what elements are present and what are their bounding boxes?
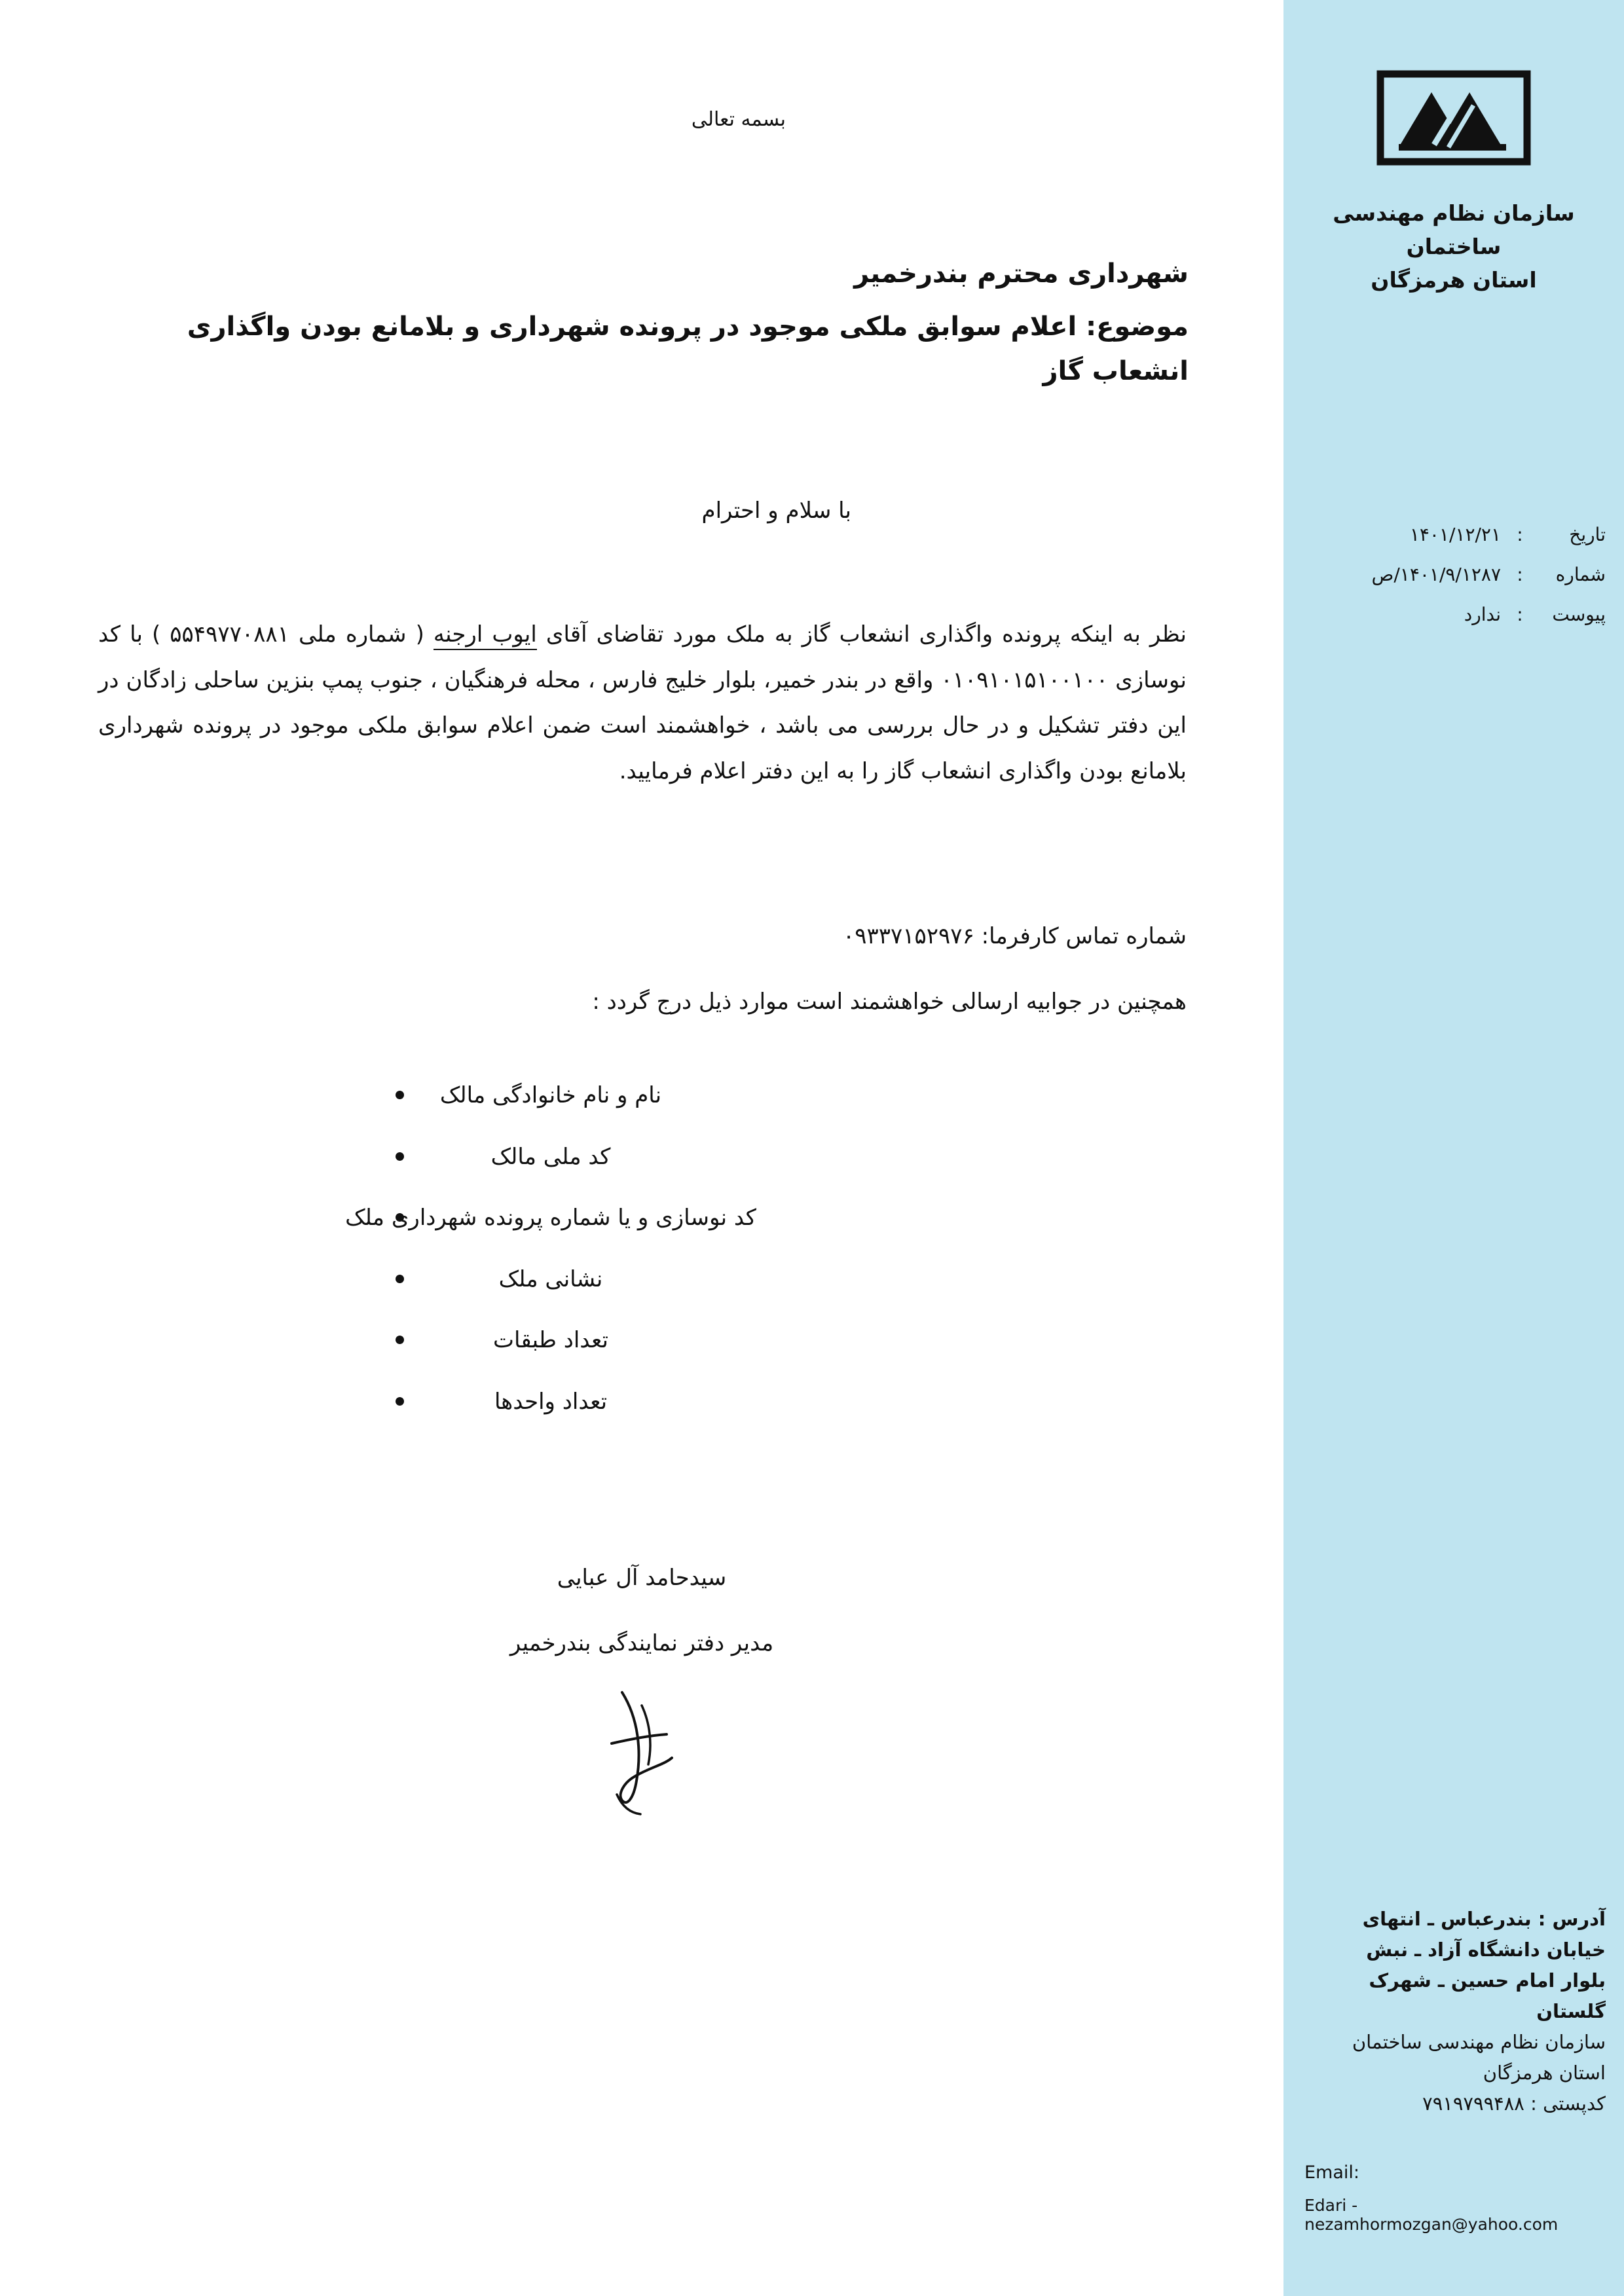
list-item-label: نام و نام خانوادگی مالک <box>439 1082 662 1108</box>
meta-colon: : <box>1517 564 1523 586</box>
postal-code-line: کدپستی : ۷۹۱۹۷۹۹۴۸۸ <box>1422 2092 1606 2115</box>
meta-value: ۱۴۰۱/۹/۱۲۸۷/ص <box>1371 564 1501 586</box>
list-item <box>98 1203 1187 1234</box>
organization-logo <box>1283 62 1624 176</box>
meta-row-date <box>1304 517 1606 552</box>
requested-items-list <box>98 1080 1187 1448</box>
meta-row-attachment <box>1304 597 1606 632</box>
meta-label: شماره <box>1555 564 1606 586</box>
list-item-label: تعداد طبقات <box>493 1327 608 1354</box>
list-item <box>98 1325 1187 1357</box>
bullet-dot-icon <box>396 1091 404 1099</box>
organization-name <box>1290 196 1617 297</box>
bullet-dot-icon <box>396 1152 404 1161</box>
meta-colon: : <box>1517 524 1523 545</box>
meta-row-number <box>1304 557 1606 592</box>
list-item-label: تعداد واحدها <box>494 1388 608 1415</box>
signatory-title: مدیر دفتر نمایندگی بندرخمیر <box>509 1630 774 1656</box>
meta-colon: : <box>1517 604 1523 626</box>
list-item-label: کد نوسازی و یا شماره پرونده شهرداری ملک <box>345 1205 756 1231</box>
list-item <box>98 1080 1187 1112</box>
organization-name-line-2: استان هرمزگان <box>1371 267 1537 293</box>
list-item <box>98 1142 1187 1173</box>
address-line: بلوار امام حسین ـ شهرک <box>1369 1969 1606 1992</box>
document-meta <box>1304 517 1606 638</box>
employer-contact-line: شماره تماس کارفرما: ۰۹۳۳۷۱۵۲۹۷۶ <box>842 923 1187 949</box>
address-line: آدرس : بندرعباس ـ انتهای <box>1362 1908 1606 1931</box>
followup-request-line: همچنین در جوابیه ارسالی خواهشمند است موارد ذیل درج گردد : <box>592 989 1187 1015</box>
signatory-name: سیدحامد آل عبایی <box>557 1565 727 1591</box>
list-item-label: نشانی ملک <box>498 1266 603 1292</box>
building-engineering-logo-icon <box>1369 62 1539 173</box>
address-line: گلستان <box>1536 2000 1606 2023</box>
bullet-dot-icon <box>396 1275 404 1283</box>
subject-line: موضوع: اعلام سوابق ملکی موجود در پرونده شهرداری و بلامانع بودن واگذاری انشعاب گاز <box>187 312 1189 386</box>
organization-address <box>1311 1904 1606 2119</box>
letterhead-sidebar <box>1283 0 1624 2296</box>
basmala-text: بسمه تعالی <box>691 108 786 131</box>
addressee-line: شهرداری محترم بندرخمیر <box>854 259 1189 289</box>
organization-email <box>1304 2162 1606 2234</box>
list-item-label: کد ملی مالک <box>490 1143 611 1170</box>
main-paragraph <box>98 612 1187 795</box>
address-line: خیابان دانشگاه آزاد ـ نبش <box>1366 1939 1606 1961</box>
bullet-dot-icon <box>396 1397 404 1406</box>
address-line: سازمان نظام مهندسی ساختمان <box>1352 2031 1606 2054</box>
bullet-dot-icon <box>396 1336 404 1344</box>
greeting-line: با سلام و احترام <box>701 498 851 524</box>
meta-label: تاریخ <box>1569 524 1606 545</box>
email-address: Edari - nezamhormozgan@yahoo.com <box>1304 2196 1559 2234</box>
applicant-name: ایوب ارجنه <box>434 621 537 650</box>
address-line: استان هرمزگان <box>1483 2062 1606 2085</box>
list-item <box>98 1264 1187 1296</box>
paragraph-part-one: نظر به اینکه پرونده واگذاری انشعاب گاز به ملک مورد تقاضای آقای <box>536 621 1187 647</box>
handwritten-signature-icon <box>0 1666 1283 1839</box>
email-label: Email: <box>1304 2162 1360 2183</box>
organization-name-line-1: سازمان نظام مهندسی ساختمان <box>1333 200 1575 260</box>
meta-value: ندارد <box>1464 604 1501 626</box>
meta-value: ۱۴۰۱/۱۲/۲۱ <box>1409 524 1501 545</box>
paragraph-part-two: ( شماره ملی ۵۵۴۹۷۷۰۸۸۱ ) با کد نوسازی ۰۱۰۹۱۰۱۵۱۰۰۱۰۰ واقع در بندر خمیر، بلوار خلیج فارس ، محله فرهنگیان ، جنوب پمپ بنزین ساحلی زادگان در این دفتر تشکیل و در حال بررسی می باشد ، خواهشمند است ضمن اعلام سوابق ملکی موجود در پرونده شهرداری بلامانع بودن واگذاری انشعاب گاز را به این دفتر اعلام فرمایید. <box>98 621 1187 785</box>
meta-label: پیوست <box>1552 604 1606 626</box>
list-item <box>98 1387 1187 1418</box>
